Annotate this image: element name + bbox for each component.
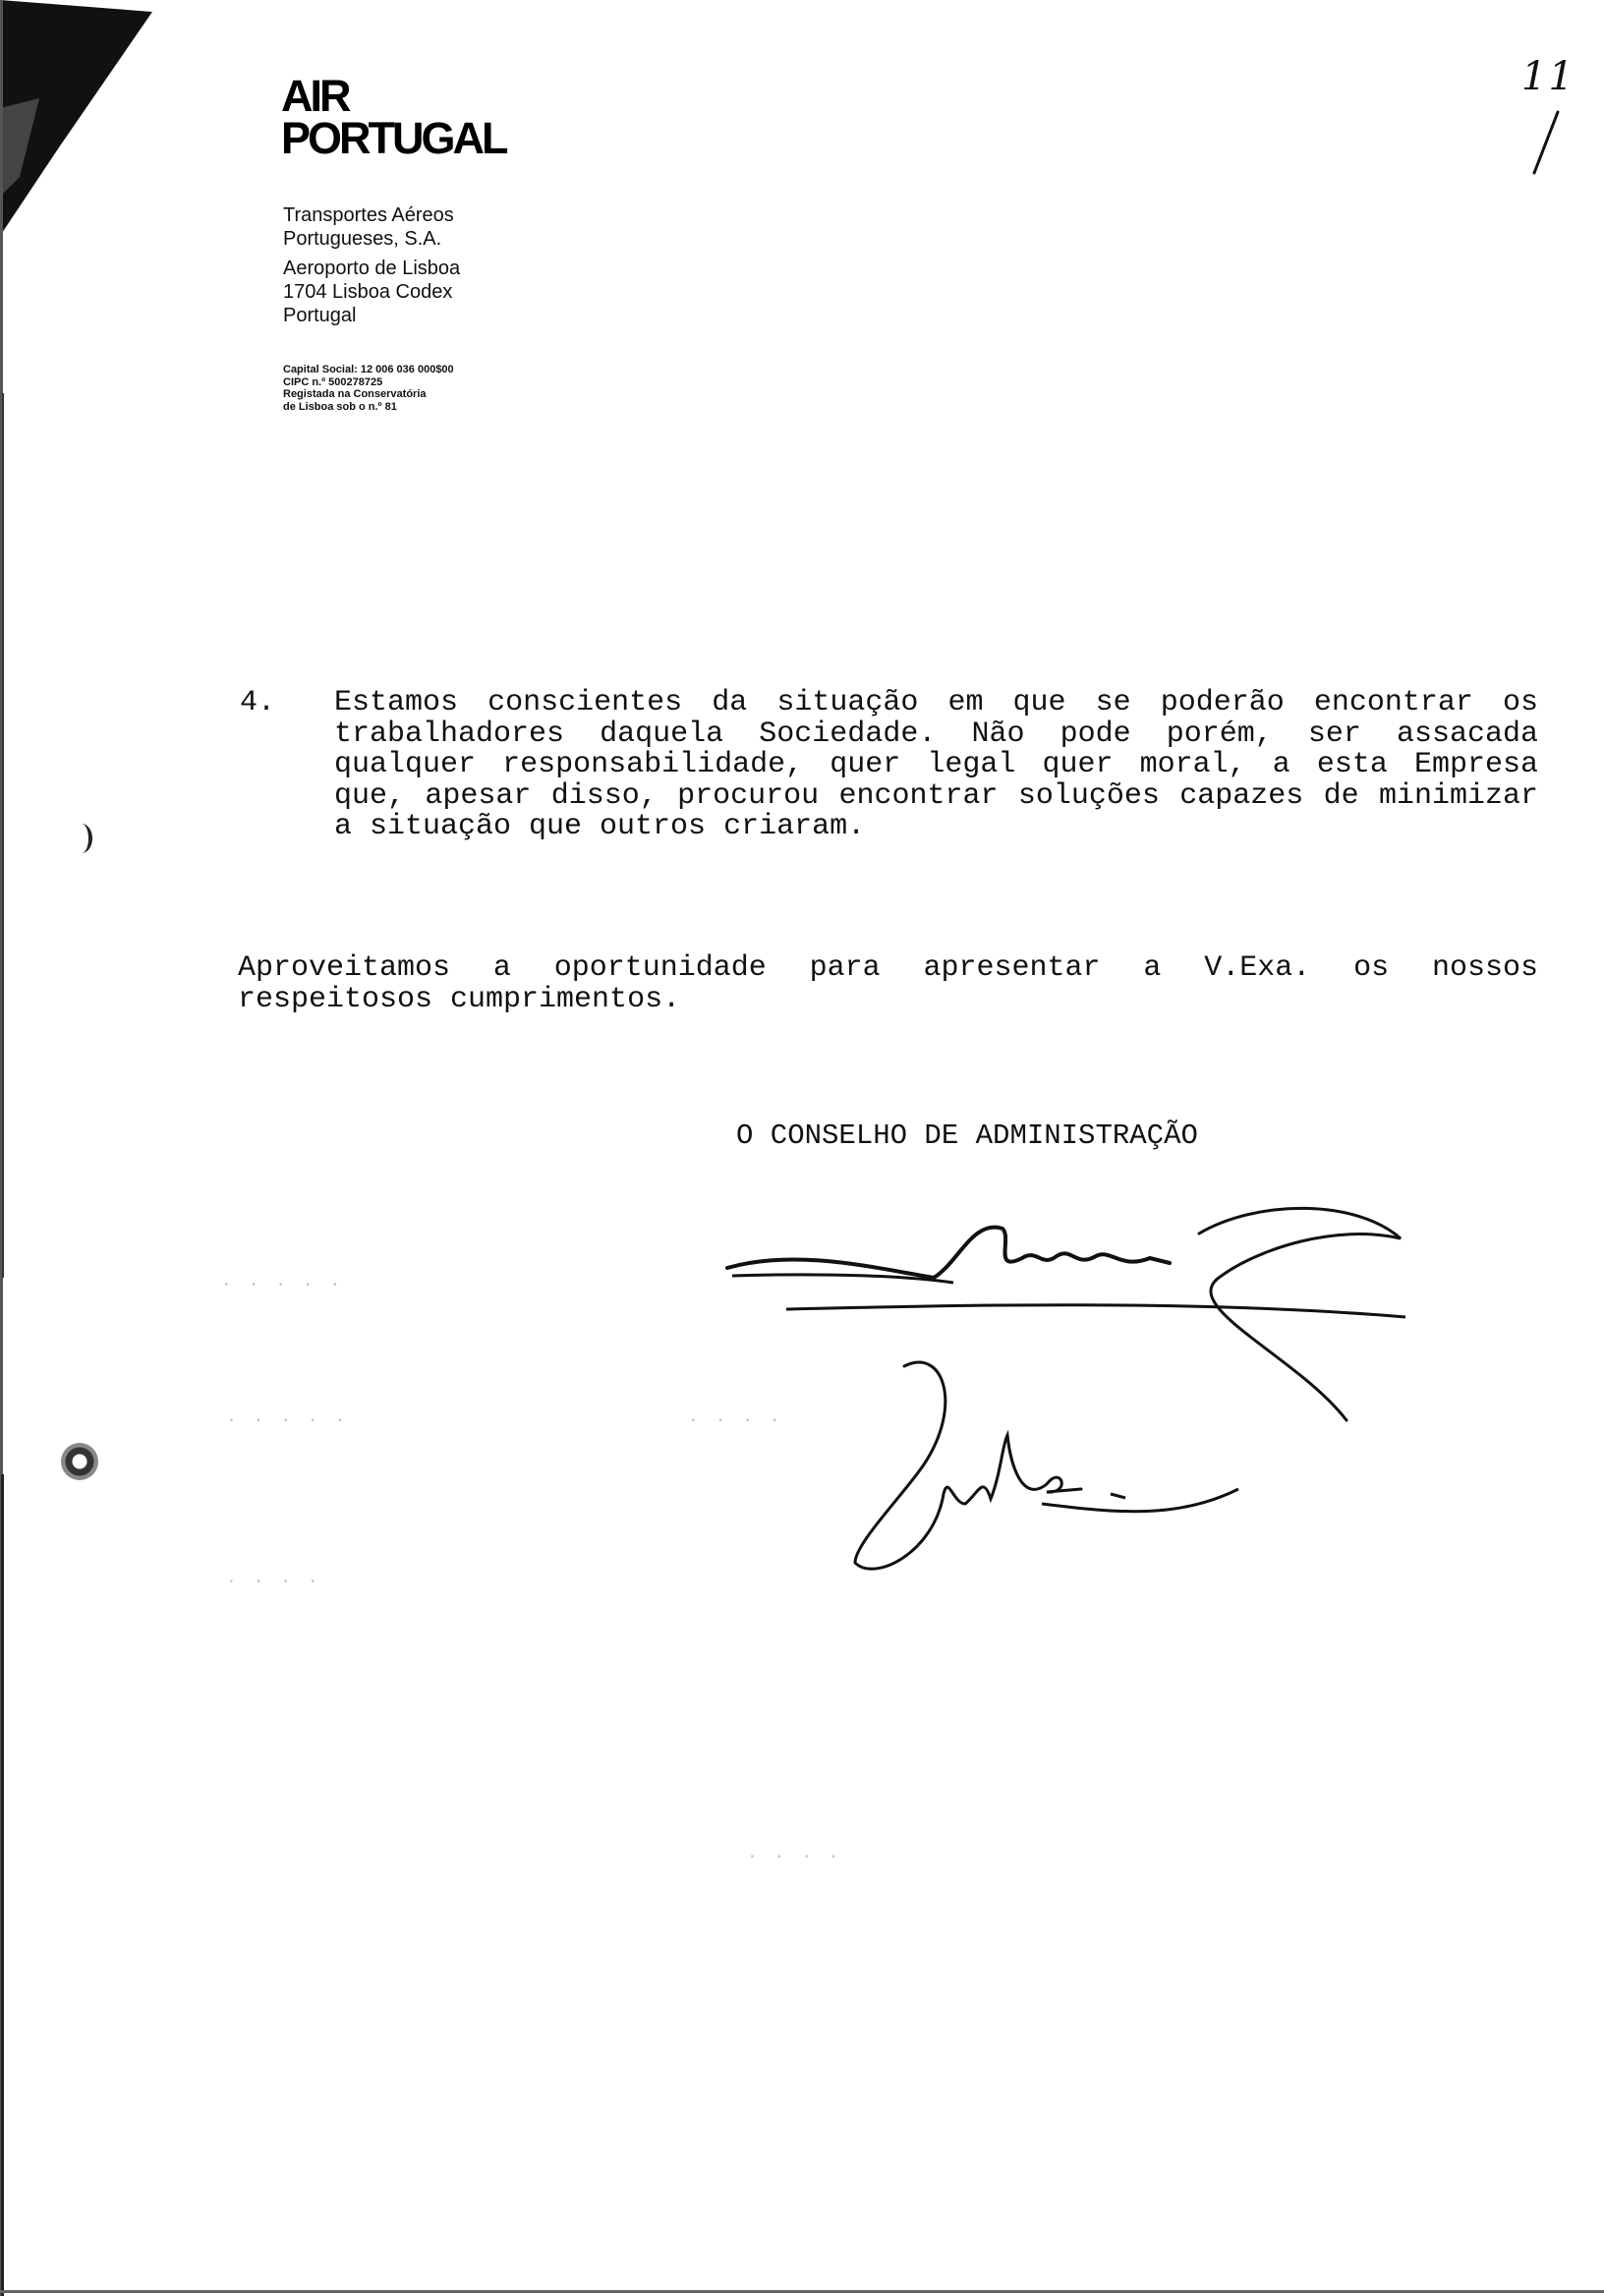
capital-social: Capital Social: 12 006 036 000$00 [283, 364, 454, 375]
company-name [283, 203, 460, 251]
company-name-line-2: Portugueses, S.A. [283, 228, 442, 250]
company-address-block [283, 203, 460, 333]
faint-mark: · · · · · [221, 1276, 344, 1295]
hole-punch-mark [61, 1443, 98, 1480]
faint-mark: · · · · [688, 1411, 783, 1431]
margin-mark [71, 824, 92, 853]
signatory-board: O CONSELHO DE ADMINISTRAÇÃO [736, 1119, 1198, 1152]
signature-2 [855, 1362, 1081, 1569]
item-paragraph: Estamos conscientes da situação em que se poderão encontrar os trabalhadores daquela Sociedade. Não pode porém, ser assacada qualquer responsabilidade, quer legal quer moral, a esta Empresa que, apesar disso, procurou encontrar soluções capazes de minimizar a situação que outros criaram. [334, 686, 1538, 843]
registry-details [283, 364, 454, 413]
scan-left-edge [0, 0, 14, 2296]
registry-line-1: Registada na Conservatória [283, 388, 427, 400]
faint-mark: · · · · [747, 1848, 842, 1867]
logo-line-air: AIR [281, 71, 349, 121]
handwritten-page-number: 11 [1521, 54, 1575, 99]
faint-mark: · · · · · [226, 1411, 349, 1431]
address-line-1: Aeroporto de Lisboa [283, 258, 461, 279]
company-logo [281, 71, 506, 163]
address-line-2: 1704 Lisboa Codex [283, 281, 453, 303]
scan-bottom-edge [0, 2290, 1604, 2293]
item-number: 4. [240, 686, 276, 719]
faint-mark: · · · · [226, 1573, 321, 1592]
signatures [708, 1179, 1415, 1592]
company-name-line-1: Transportes Aéreos [283, 204, 454, 226]
handwritten-page-stroke [1528, 108, 1568, 177]
logo-line-portugal: PORTUGAL [281, 113, 506, 163]
registry-line-2: de Lisboa sob o n.º 81 [283, 400, 397, 413]
address-line-3: Portugal [283, 305, 357, 326]
closing-paragraph: Aproveitamos a oportunidade para apresentar a V.Exa. os nossos respeitosos cumprimentos. [238, 951, 1538, 1016]
signature-1 [727, 1228, 1170, 1278]
scan-corner-shadow [0, 0, 157, 256]
cipc-number: CIPC n.º 500278725 [283, 375, 383, 388]
company-address [283, 257, 460, 327]
